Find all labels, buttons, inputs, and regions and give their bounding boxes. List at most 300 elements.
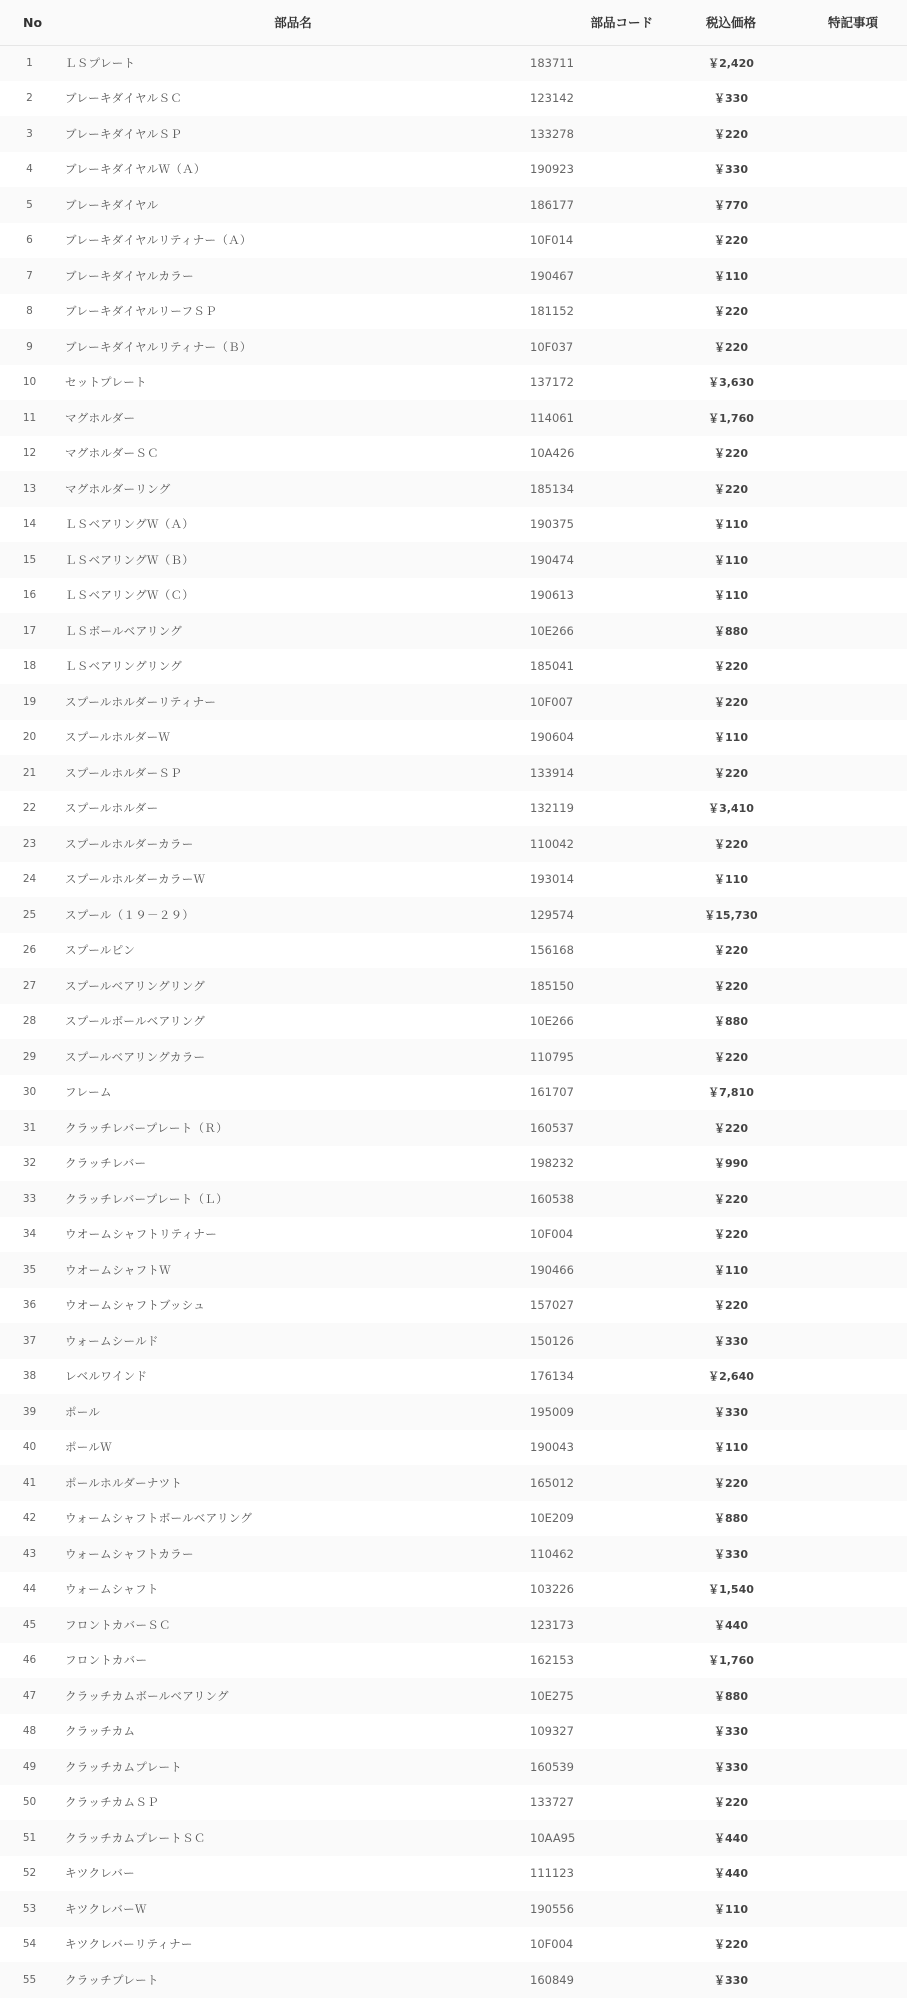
- table-row: [0, 152, 907, 188]
- row-part-code: 10E266: [530, 1014, 574, 1029]
- row-part-code: 157027: [530, 1298, 574, 1313]
- row-price: ￥220: [714, 305, 748, 319]
- row-price: ￥220: [714, 447, 748, 461]
- row-part-code: 160537: [530, 1120, 574, 1135]
- row-part-code: 190467: [530, 268, 574, 283]
- row-notes: [799, 1252, 907, 1288]
- row-no: 29: [22, 1050, 37, 1063]
- row-price: ￥110: [714, 731, 748, 745]
- row-notes: [799, 1820, 907, 1856]
- row-price: ￥220: [714, 127, 748, 141]
- row-part-name: ＬＳベアリングリング: [65, 659, 183, 674]
- table-row: [0, 1749, 907, 1785]
- row-notes: [799, 649, 907, 685]
- row-price: ￥220: [714, 340, 748, 354]
- row-notes: [799, 862, 907, 898]
- row-price: ￥220: [714, 1476, 748, 1490]
- row-part-name: ブレーキダイヤルＷ（Ａ）: [65, 162, 206, 177]
- table-row: [0, 116, 907, 152]
- row-part-name: ブレーキダイヤルカラー: [65, 268, 194, 283]
- row-notes: [799, 1891, 907, 1927]
- row-notes: [799, 365, 907, 401]
- row-part-name: ウォームシャフト: [65, 1582, 159, 1597]
- row-part-code: 110042: [530, 836, 574, 851]
- table-row: [0, 897, 907, 933]
- row-part-code: 186177: [530, 197, 574, 212]
- row-price: ￥220: [714, 234, 748, 248]
- row-no: 53: [22, 1902, 37, 1915]
- row-no: 22: [22, 802, 37, 815]
- table-row: [0, 436, 907, 472]
- row-part-name: ブレーキダイヤルＳＣ: [65, 91, 183, 106]
- row-no: 3: [26, 127, 33, 140]
- row-notes: [799, 81, 907, 117]
- row-part-code: 123142: [530, 91, 574, 106]
- row-no: 30: [22, 1086, 37, 1099]
- row-part-code: 193014: [530, 872, 574, 887]
- row-part-code: 137172: [530, 375, 574, 390]
- row-part-name: ブレーキダイヤルリーフＳＰ: [65, 304, 217, 319]
- row-part-name: クラッチレバープレート（Ｌ）: [65, 1191, 228, 1206]
- row-no: 18: [22, 660, 37, 673]
- table-row: [0, 81, 907, 117]
- row-part-code: 10F037: [530, 339, 574, 354]
- row-part-name: ブレーキダイヤルＳＰ: [65, 126, 183, 141]
- header-price: 税込価格: [705, 15, 756, 31]
- table-row: [0, 1856, 907, 1892]
- row-part-name: ブレーキダイヤル: [65, 197, 159, 212]
- row-part-name: ウォームシャフトボールベアリング: [65, 1511, 253, 1526]
- row-price: ￥1,760: [708, 1654, 754, 1668]
- row-no: 2: [26, 92, 33, 105]
- row-price: ￥220: [714, 660, 748, 674]
- row-part-code: 190613: [530, 588, 574, 603]
- row-price: ￥770: [714, 198, 748, 212]
- row-part-code: 110462: [530, 1546, 574, 1561]
- row-part-code: 133727: [530, 1795, 574, 1810]
- row-notes: [799, 1643, 907, 1679]
- row-part-code: 185150: [530, 978, 574, 993]
- table-row: [0, 1785, 907, 1821]
- row-notes: [799, 258, 907, 294]
- header-notes: 特記事項: [827, 15, 878, 31]
- row-price: ￥880: [714, 1689, 748, 1703]
- row-notes: [799, 791, 907, 827]
- row-price: ￥330: [714, 1334, 748, 1348]
- row-part-code: 103226: [530, 1582, 574, 1597]
- row-no: 25: [22, 908, 37, 921]
- row-notes: [799, 1039, 907, 1075]
- row-part-code: 190604: [530, 730, 574, 745]
- row-notes: [799, 1323, 907, 1359]
- row-no: 1: [26, 57, 33, 69]
- row-part-name: クラッチカムプレートＳＣ: [65, 1830, 206, 1845]
- table-row: [0, 755, 907, 791]
- row-part-code: 133278: [530, 126, 574, 141]
- table-row: [0, 1678, 907, 1714]
- table-row: [0, 1217, 907, 1253]
- row-price: ￥2,420: [708, 57, 754, 70]
- table-row: [0, 45, 907, 81]
- row-part-code: 190375: [530, 517, 574, 532]
- row-part-name: スプールホルダーカラーＷ: [65, 872, 206, 887]
- table-row: [0, 507, 907, 543]
- row-no: 28: [22, 1015, 37, 1028]
- table-row: [0, 613, 907, 649]
- row-price: ￥220: [714, 1192, 748, 1206]
- header-row: [0, 0, 907, 45]
- row-price: ￥2,640: [708, 1370, 754, 1384]
- row-no: 47: [22, 1689, 37, 1702]
- row-part-name: ＬＳベアリングＷ（Ｂ）: [65, 552, 195, 567]
- row-part-name: クラッチカム: [65, 1724, 136, 1739]
- row-part-name: ＬＳベアリングＷ（Ｃ）: [65, 588, 195, 603]
- row-notes: [799, 755, 907, 791]
- row-part-name: スプールベアリングカラー: [65, 1049, 206, 1064]
- row-notes: [799, 1181, 907, 1217]
- row-part-code: 190466: [530, 1262, 574, 1277]
- row-no: 4: [26, 163, 33, 176]
- table-row: [0, 1891, 907, 1927]
- row-part-name: スプールホルダーカラー: [65, 836, 194, 851]
- row-notes: [799, 1359, 907, 1395]
- row-notes: [799, 1146, 907, 1182]
- row-part-code: 10F004: [530, 1937, 574, 1952]
- row-no: 32: [22, 1157, 37, 1170]
- row-part-code: 190043: [530, 1440, 574, 1455]
- row-price: ￥110: [714, 873, 748, 887]
- row-part-code: 150126: [530, 1333, 574, 1348]
- table-row: [0, 1572, 907, 1608]
- row-price: ￥110: [714, 1263, 748, 1277]
- row-part-code: 160539: [530, 1759, 574, 1774]
- row-part-code: 198232: [530, 1156, 574, 1171]
- row-part-code: 156168: [530, 943, 574, 958]
- row-no: 26: [22, 944, 37, 957]
- row-notes: [799, 329, 907, 365]
- row-part-name: キツクレバー: [65, 1866, 135, 1881]
- row-part-name: ウォームシャフトカラー: [65, 1546, 194, 1561]
- row-price: ￥880: [714, 624, 748, 638]
- row-no: 8: [26, 305, 33, 318]
- table-row: [0, 1181, 907, 1217]
- row-part-name: セットプレート: [65, 375, 147, 390]
- row-notes: [799, 1607, 907, 1643]
- row-part-name: スプール（１９－２９）: [65, 907, 195, 922]
- table-row: [0, 1252, 907, 1288]
- row-notes: [799, 116, 907, 152]
- table-row: [0, 1714, 907, 1750]
- table-row: [0, 400, 907, 436]
- row-part-code: 10E266: [530, 623, 574, 638]
- row-no: 48: [22, 1725, 37, 1738]
- table-body: [0, 45, 907, 1998]
- row-price: ￥220: [714, 944, 748, 958]
- row-price: ￥330: [714, 92, 748, 106]
- row-price: ￥220: [714, 1796, 748, 1810]
- row-notes: [799, 507, 907, 543]
- row-no: 31: [22, 1121, 37, 1134]
- row-no: 13: [22, 482, 37, 495]
- row-no: 42: [22, 1512, 37, 1525]
- row-no: 20: [22, 731, 37, 744]
- row-part-name: ブレーキダイヤルリティナー（Ａ）: [65, 233, 252, 248]
- row-price: ￥1,760: [708, 411, 754, 425]
- row-part-name: クラッチカムプレート: [65, 1759, 183, 1774]
- table-row: [0, 294, 907, 330]
- row-part-code: 176134: [530, 1369, 574, 1384]
- row-part-name: フロントカバー: [65, 1653, 148, 1668]
- row-part-code: 10F004: [530, 1227, 574, 1242]
- table-row: [0, 223, 907, 259]
- row-no: 15: [22, 553, 37, 566]
- row-part-code: 183711: [530, 56, 574, 70]
- table-row: [0, 720, 907, 756]
- row-part-name: ウオームシャフトブッシュ: [65, 1298, 205, 1313]
- row-no: 5: [26, 198, 33, 211]
- row-notes: [799, 152, 907, 188]
- row-part-name: ウオームシャフトリティナー: [65, 1227, 218, 1242]
- row-notes: [799, 1288, 907, 1324]
- row-part-name: マグホルダーＳＣ: [65, 446, 159, 461]
- row-no: 49: [22, 1760, 37, 1773]
- row-no: 9: [26, 340, 33, 353]
- row-price: ￥990: [714, 1157, 748, 1171]
- header-part-code: 部品コード: [590, 15, 653, 31]
- row-part-code: 181152: [530, 304, 574, 319]
- table-row: [0, 1394, 907, 1430]
- table-row: [0, 1501, 907, 1537]
- row-price: ￥330: [714, 1973, 748, 1987]
- row-no: 10: [22, 376, 37, 389]
- row-price: ￥110: [714, 518, 748, 532]
- table-row: [0, 684, 907, 720]
- row-part-name: フロントカバーＳＣ: [65, 1617, 171, 1632]
- row-price: ￥220: [714, 1121, 748, 1135]
- table-row: [0, 933, 907, 969]
- row-notes: [799, 45, 907, 81]
- row-part-code: 162153: [530, 1653, 574, 1668]
- row-notes: [799, 542, 907, 578]
- row-no: 51: [22, 1831, 37, 1844]
- row-no: 16: [22, 589, 37, 602]
- row-notes: [799, 933, 907, 969]
- row-no: 55: [22, 1973, 37, 1986]
- row-notes: [799, 1394, 907, 1430]
- row-no: 43: [22, 1547, 37, 1560]
- row-notes: [799, 223, 907, 259]
- table-row: [0, 365, 907, 401]
- row-notes: [799, 613, 907, 649]
- row-price: ￥330: [714, 1547, 748, 1561]
- row-part-code: 10E209: [530, 1511, 574, 1526]
- row-price: ￥110: [714, 589, 748, 603]
- table-row: [0, 1146, 907, 1182]
- row-part-name: ＬＳベアリングＷ（Ａ）: [65, 517, 195, 532]
- row-price: ￥110: [714, 269, 748, 283]
- row-price: ￥220: [714, 1228, 748, 1242]
- row-no: 11: [22, 411, 37, 424]
- row-no: 17: [22, 624, 37, 637]
- row-notes: [799, 1075, 907, 1111]
- row-notes: [799, 1465, 907, 1501]
- row-notes: [799, 1856, 907, 1892]
- row-no: 41: [22, 1476, 37, 1489]
- row-price: ￥440: [714, 1867, 748, 1881]
- row-part-name: スプールベアリングリング: [65, 978, 206, 993]
- table-row: [0, 1927, 907, 1963]
- row-price: ￥7,810: [708, 1086, 754, 1100]
- row-part-name: スプールホルダーリティナー: [65, 694, 217, 709]
- table-row: [0, 187, 907, 223]
- row-notes: [799, 1430, 907, 1466]
- header-no: No: [23, 14, 43, 30]
- row-part-name: キツクレバーリティナー: [65, 1937, 193, 1952]
- row-price: ￥1,540: [708, 1583, 754, 1597]
- row-part-name: スプールホルダーＳＰ: [65, 765, 182, 780]
- row-price: ￥220: [714, 1299, 748, 1313]
- table-header: [0, 0, 907, 45]
- row-part-name: ポールホルダーナツト: [65, 1475, 183, 1490]
- row-no: 34: [22, 1228, 37, 1241]
- row-part-name: レベルワインド: [65, 1369, 148, 1384]
- row-no: 54: [22, 1938, 37, 1951]
- row-price: ￥330: [714, 1760, 748, 1774]
- row-part-name: クラッチカムボールベアリング: [65, 1688, 229, 1703]
- table-row: [0, 329, 907, 365]
- row-price: ￥880: [714, 1512, 748, 1526]
- row-notes: [799, 1110, 907, 1146]
- row-part-code: 10A426: [530, 446, 575, 461]
- row-part-name: マグホルダーリング: [65, 481, 171, 496]
- row-notes: [799, 684, 907, 720]
- row-price: ￥880: [714, 1015, 748, 1029]
- row-part-name: スプールホルダーＷ: [65, 730, 171, 745]
- row-no: 37: [22, 1334, 37, 1347]
- row-part-code: 10F007: [530, 694, 574, 709]
- row-part-code: 10F014: [530, 233, 574, 248]
- table-row: [0, 1359, 907, 1395]
- row-notes: [799, 1004, 907, 1040]
- table-row: [0, 1607, 907, 1643]
- row-no: 23: [22, 837, 37, 850]
- table-row: [0, 471, 907, 507]
- row-part-code: 160849: [530, 1972, 574, 1987]
- row-price: ￥440: [714, 1831, 748, 1845]
- row-notes: [799, 720, 907, 756]
- row-part-code: 185134: [530, 481, 574, 496]
- table-row: [0, 1075, 907, 1111]
- row-part-name: スプールピン: [65, 943, 136, 958]
- table-row: [0, 1820, 907, 1856]
- row-no: 45: [22, 1618, 37, 1631]
- row-part-code: 114061: [530, 410, 574, 425]
- row-part-code: 10AA95: [530, 1830, 576, 1845]
- table-row: [0, 1110, 907, 1146]
- row-no: 6: [26, 234, 33, 247]
- row-no: 40: [22, 1441, 37, 1454]
- row-notes: [799, 436, 907, 472]
- row-price: ￥330: [714, 1725, 748, 1739]
- row-notes: [799, 897, 907, 933]
- row-price: ￥110: [714, 1441, 748, 1455]
- row-price: ￥3,630: [708, 376, 754, 390]
- row-notes: [799, 1572, 907, 1608]
- row-part-code: 190923: [530, 162, 574, 177]
- row-price: ￥330: [714, 163, 748, 177]
- row-no: 33: [22, 1192, 37, 1205]
- row-part-name: クラッチカムＳＰ: [65, 1795, 159, 1810]
- table-row: [0, 1643, 907, 1679]
- table-row: [0, 1536, 907, 1572]
- row-part-code: 123173: [530, 1617, 574, 1632]
- row-notes: [799, 1714, 907, 1750]
- row-part-name: スプールホルダー: [65, 801, 159, 816]
- row-no: 27: [22, 979, 37, 992]
- row-part-code: 110795: [530, 1049, 574, 1064]
- row-price: ￥220: [714, 837, 748, 851]
- row-price: ￥220: [714, 695, 748, 709]
- row-price: ￥110: [714, 1902, 748, 1916]
- row-part-code: 190556: [530, 1901, 574, 1916]
- row-part-code: 190474: [530, 552, 574, 567]
- row-no: 52: [22, 1867, 37, 1880]
- row-no: 39: [22, 1405, 37, 1418]
- row-notes: [799, 578, 907, 614]
- row-price: ￥110: [714, 553, 748, 567]
- row-notes: [799, 1217, 907, 1253]
- row-part-name: ポールＷ: [65, 1440, 112, 1455]
- row-notes: [799, 1536, 907, 1572]
- row-notes: [799, 1785, 907, 1821]
- row-notes: [799, 1749, 907, 1785]
- row-price: ￥15,730: [704, 908, 758, 922]
- table-row: [0, 1465, 907, 1501]
- row-price: ￥3,410: [708, 802, 754, 816]
- header-part-name: 部品名: [274, 15, 312, 31]
- table-row: [0, 1039, 907, 1075]
- row-part-code: 160538: [530, 1191, 574, 1206]
- row-no: 44: [22, 1583, 37, 1596]
- row-no: 24: [22, 873, 37, 886]
- row-part-code: 132119: [530, 801, 574, 816]
- row-part-code: 161707: [530, 1085, 574, 1100]
- table-row: [0, 1004, 907, 1040]
- row-part-name: ウォームシールド: [65, 1333, 159, 1348]
- row-price: ￥220: [714, 1050, 748, 1064]
- row-part-code: 129574: [530, 907, 574, 922]
- row-price: ￥330: [714, 1405, 748, 1419]
- row-no: 21: [22, 766, 37, 779]
- row-part-name: ポール: [65, 1404, 101, 1419]
- row-notes: [799, 1501, 907, 1537]
- table-row: [0, 1323, 907, 1359]
- row-price: ￥220: [714, 979, 748, 993]
- row-notes: [799, 471, 907, 507]
- row-notes: [799, 187, 907, 223]
- row-notes: [799, 1678, 907, 1714]
- table-row: [0, 542, 907, 578]
- table-row: [0, 258, 907, 294]
- row-notes: [799, 400, 907, 436]
- row-no: 50: [22, 1796, 37, 1809]
- row-notes: [799, 1927, 907, 1963]
- row-part-code: 195009: [530, 1404, 574, 1419]
- table-row: [0, 826, 907, 862]
- row-part-name: キツクレバーＷ: [65, 1901, 147, 1916]
- row-part-name: ブレーキダイヤルリティナー（Ｂ）: [65, 339, 252, 354]
- row-part-code: 133914: [530, 765, 574, 780]
